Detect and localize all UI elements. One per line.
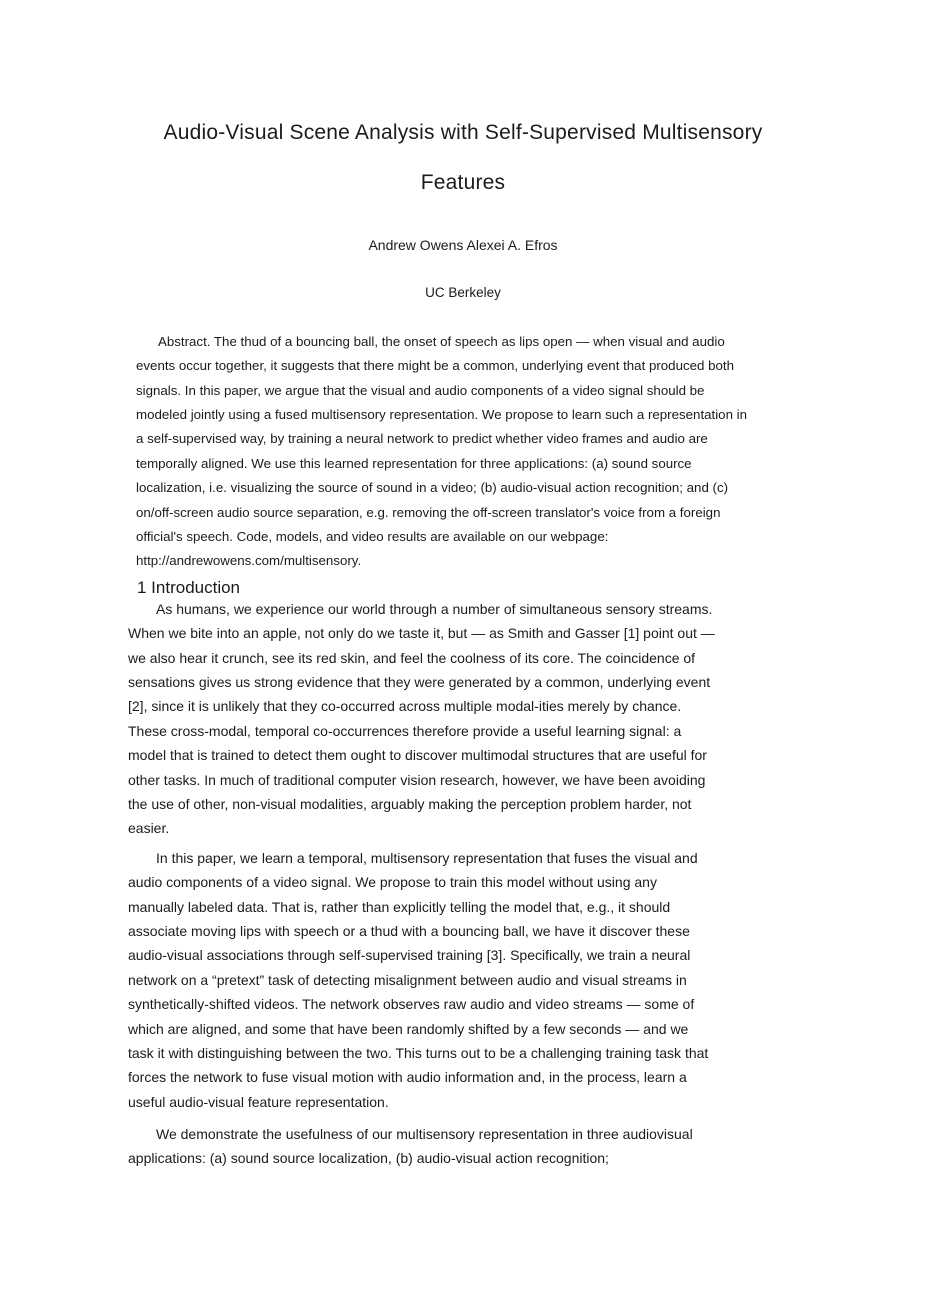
text-line: sensations gives us strong evidence that they were generated by a common, underlying event: [128, 674, 711, 691]
text-line: applications: (a) sound source localization, (b) audio-visual action recognition;: [128, 1150, 609, 1167]
text-line: useful audio-visual feature representation.: [128, 1093, 389, 1110]
text-line: model that is trained to detect them ought to discover multimodal structures that are useful for: [128, 747, 707, 764]
text-line: official's speech. Code, models, and video results are available on our webpage:: [136, 528, 609, 544]
text-line: Abstract. The thud of a bouncing ball, the onset of speech as lips open — when visual and audio: [158, 334, 725, 349]
text-line: other tasks. In much of traditional computer vision research, however, we have been avoiding: [128, 771, 706, 788]
intro-paragraph-3: [128, 1122, 808, 1171]
text-line: easier.: [128, 820, 170, 837]
text-line: When we bite into an apple, not only do we taste it, but — as Smith and Gasser [1] point out —: [128, 625, 715, 642]
intro-paragraph-2: [128, 846, 808, 1114]
text-line: As humans, we experience our world through a number of simultaneous sensory streams.: [156, 601, 713, 617]
text-line: manually labeled data. That is, rather than explicitly telling the model that, e.g., it should: [128, 898, 671, 915]
section-heading-introduction: 1 Introduction: [137, 578, 241, 597]
text-line: on/off-screen audio source separation, e.g. removing the off-screen translator's voice from a foreign: [136, 504, 721, 520]
text-line: forces the network to fuse visual motion with audio information and, in the process, learn a: [128, 1069, 687, 1086]
text-line: audio-visual associations through self-supervised training [3]. Specifically, we train a neural: [128, 947, 691, 964]
text-line: associate moving lips with speech or a thud with a bouncing ball, we have it discover these: [128, 923, 690, 940]
paper-title-line-2: Features: [420, 171, 506, 194]
intro-paragraph-1: [128, 597, 808, 841]
text-line: We demonstrate the usefulness of our multisensory representation in three audiovisual: [156, 1126, 693, 1142]
text-line: audio components of a video signal. We propose to train this model without using any: [128, 874, 657, 891]
text-line: task it with distinguishing between the two. This turns out to be a challenging training task that: [128, 1044, 709, 1061]
webpage-url-line: http://andrewowens.com/multisensory.: [136, 553, 362, 569]
text-line: network on a “pretext” task of detecting misalignment between audio and visual streams in: [128, 971, 687, 988]
abstract-paragraph: [136, 330, 796, 574]
text-line: localization, i.e. visualizing the source of sound in a video; (b) audio-visual action recognition; and (c): [136, 480, 729, 496]
text-line: a self-supervised way, by training a neural network to predict whether video frames and audio are: [136, 431, 708, 447]
text-line: events occur together, it suggests that there might be a common, underlying event that produced both: [136, 358, 734, 374]
authors: Andrew Owens Alexei A. Efros: [368, 237, 558, 253]
text-line: modeled jointly using a fused multisensory representation. We propose to learn such a representation in: [136, 407, 748, 423]
text-line: [2], since it is unlikely that they co-occurred across multiple modal-ities merely by chance.: [128, 698, 682, 715]
text-line: In this paper, we learn a temporal, multisensory representation that fuses the visual and: [156, 850, 698, 866]
paper-title-line-1: Audio-Visual Scene Analysis with Self-Supervised Multisensory: [163, 121, 763, 144]
affiliation: UC Berkeley: [425, 285, 501, 300]
text-line: temporally aligned. We use this learned representation for three applications: (a) sound source: [136, 455, 692, 471]
text-line: the use of other, non-visual modalities, arguably making the perception problem harder, not: [128, 795, 692, 812]
text-line: which are aligned, and some that have been randomly shifted by a few seconds — and we: [128, 1020, 689, 1037]
text-line: we also hear it crunch, see its red skin, and feel the coolness of its core. The coincidence of: [128, 649, 696, 666]
text-line: These cross-modal, temporal co-occurrences therefore provide a useful learning signal: a: [128, 722, 682, 739]
text-line: synthetically-shifted videos. The network observes raw audio and video streams — some of: [128, 996, 695, 1013]
text-line: signals. In this paper, we argue that the visual and audio components of a video signal should be: [136, 382, 705, 398]
